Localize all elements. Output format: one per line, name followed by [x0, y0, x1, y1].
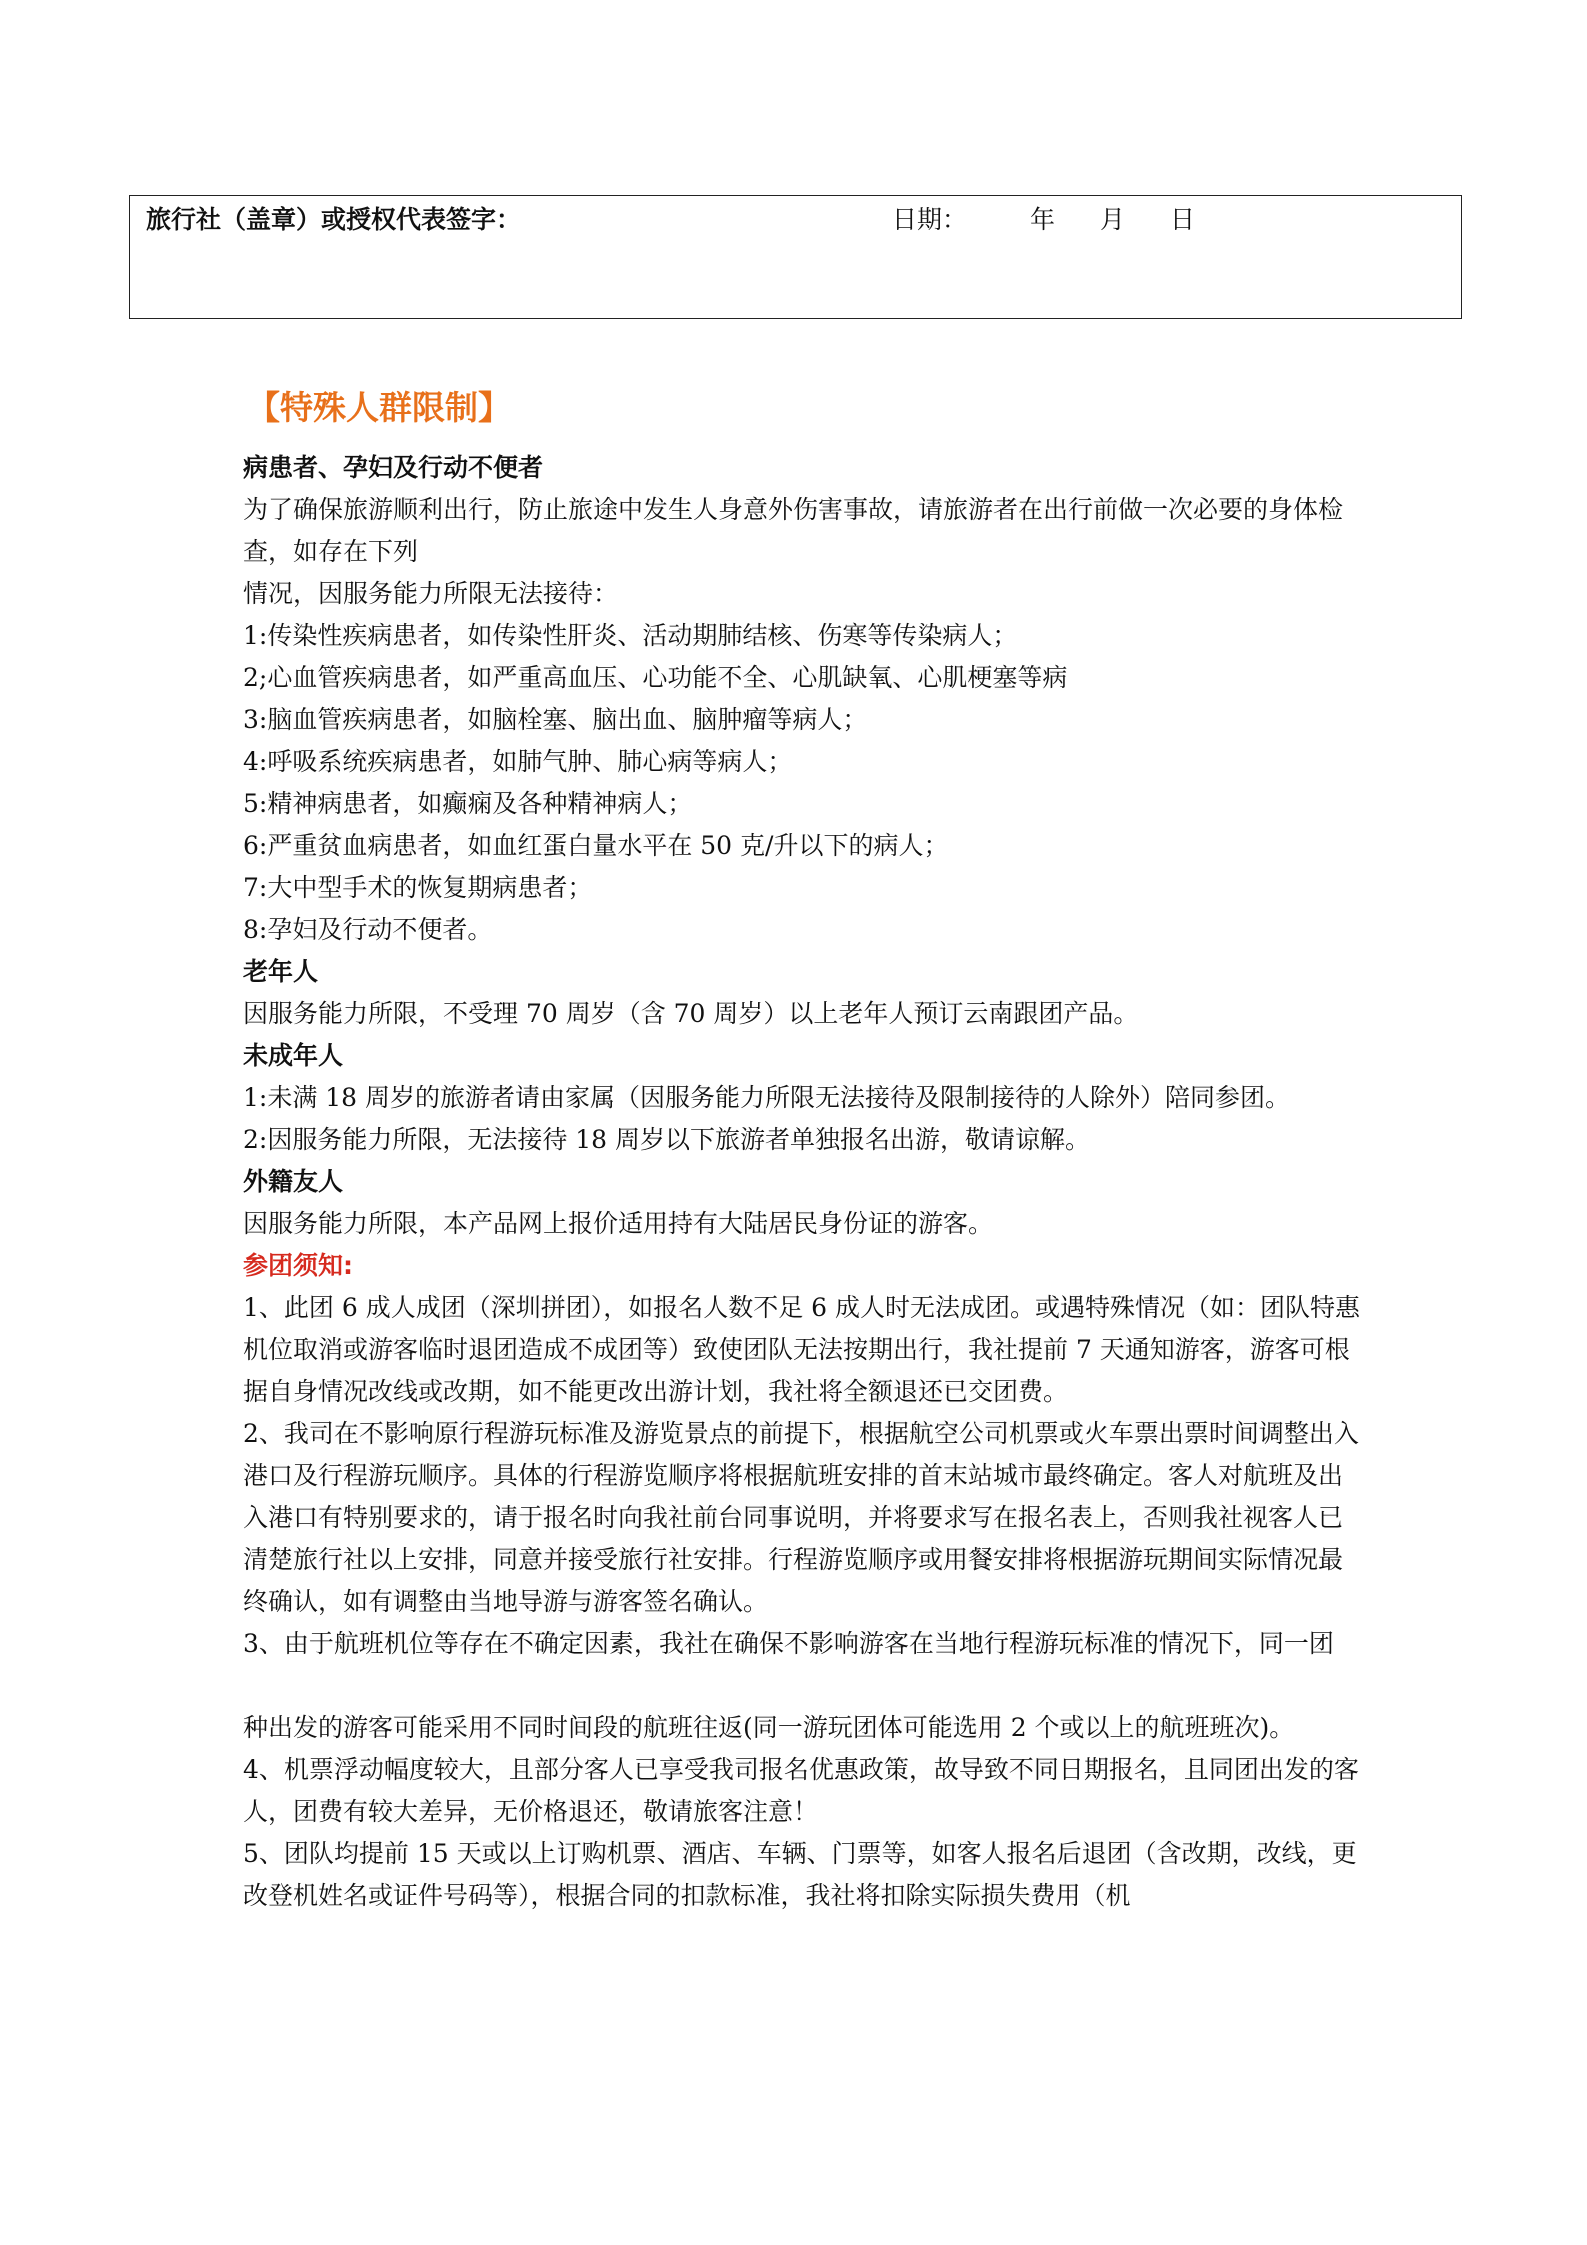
date-label: 日期：: [892, 205, 968, 234]
list-item: 1:未满 18 周岁的旅游者请由家属（因服务能力所限无法接待及限制接待的人除外）陪同参团。: [243, 1083, 1291, 1112]
notice-paragraph: 种出发的游客可能采用不同时间段的航班往返(同一游玩团体可能选用 2 个或以上的航班班次)。: [243, 1713, 1295, 1742]
document-body: [243, 447, 1363, 1917]
signature-box: [129, 195, 1462, 319]
list-item: 7:大中型手术的恢复期病患者；: [243, 873, 593, 902]
list-item: 5:精神病患者，如癫痫及各种精神病人；: [243, 789, 693, 818]
day-label: 日: [1170, 205, 1196, 234]
list-item: 6:严重贫血病患者，如血红蛋白量水平在 50 克/升以下的病人；: [243, 831, 949, 860]
list-item: 8:孕妇及行动不便者。: [243, 915, 493, 944]
patients-intro: 为了确保旅游顺利出行，防止旅途中发生人身意外伤害事故，请旅游者在出行前做一次必要的身体检查，如存在下列: [243, 495, 1344, 566]
minors-heading: 未成年人: [243, 1041, 344, 1070]
list-item: 4:呼吸系统疾病患者，如肺气肿、肺心病等病人；: [243, 747, 793, 776]
elderly-text: 因服务能力所限，不受理 70 周岁（含 70 周岁）以上老年人预订云南跟团产品。: [243, 999, 1139, 1028]
notice-paragraph: 3、由于航班机位等存在不确定因素，我社在确保不影响游客在当地行程游玩标准的情况下，同一团: [243, 1629, 1334, 1658]
list-item: 1:传染性疾病患者，如传染性肝炎、活动期肺结核、伤寒等传染病人；: [243, 621, 1018, 650]
list-item: 2;心血管疾病患者，如严重高血压、心功能不全、心肌缺氧、心肌梗塞等病: [243, 663, 1068, 692]
notice-paragraph: 1、此团 6 成人成团（深圳拼团），如报名人数不足 6 成人时无法成团。或遇特殊情况（如：团队特惠机位取消或游客临时退团造成不成团等）致使团队无法按期出行，我社提前 7 天通知游客，游客可根据自身情况改线或改期，如不能更改出游计划，我社将全额退还已交团费。: [243, 1293, 1361, 1406]
notice-paragraph: 2、我司在不影响原行程游玩标准及游览景点的前提下，根据航空公司机票或火车票出票时间调整出入港口及行程游玩顺序。具体的行程游览顺序将根据航班安排的首末站城市最终确定。客人对航班及出入港口有特别要求的，请于报名时向我社前台同事说明，并将要求写在报名表上，否则我社视客人已清楚旅行社以上安排，同意并接受旅行社安排。行程游览顺序或用餐安排将根据游玩期间实际情况最终确认，如有调整由当地导游与游客签名确认。: [243, 1419, 1359, 1616]
notice-paragraph: 5、团队均提前 15 天或以上订购机票、酒店、车辆、门票等，如客人报名后退团（含改期，改线，更改登机姓名或证件号码等），根据合同的扣款标准，我社将扣除实际损失费用（机: [243, 1839, 1357, 1910]
foreign-heading: 外籍友人: [243, 1167, 344, 1196]
notice-heading: 参团须知:: [243, 1251, 353, 1280]
list-item: 3:脑血管疾病患者，如脑栓塞、脑出血、脑肿瘤等病人；: [243, 705, 868, 734]
foreign-text: 因服务能力所限，本产品网上报价适用持有大陆居民身份证的游客。: [243, 1209, 994, 1238]
year-label: 年: [1030, 205, 1056, 234]
section-title: 【特殊人群限制】: [247, 388, 511, 427]
patients-heading: 病患者、孕妇及行动不便者: [243, 453, 544, 482]
patients-intro-continued: 情况，因服务能力所限无法接待：: [243, 579, 619, 608]
list-item: 2:因服务能力所限，无法接待 18 周岁以下旅游者单独报名出游，敬请谅解。: [243, 1125, 1091, 1154]
blank-line: [243, 1665, 1363, 1707]
elderly-heading: 老年人: [243, 957, 319, 986]
month-label: 月: [1100, 205, 1126, 234]
notice-paragraph: 4、机票浮动幅度较大，且部分客人已享受我司报名优惠政策，故导致不同日期报名，且同团出发的客人，团费有较大差异，无价格退还，敬请旅客注意！: [243, 1755, 1359, 1826]
agency-signature-label: 旅行社（盖章）或授权代表签字：: [146, 205, 522, 234]
